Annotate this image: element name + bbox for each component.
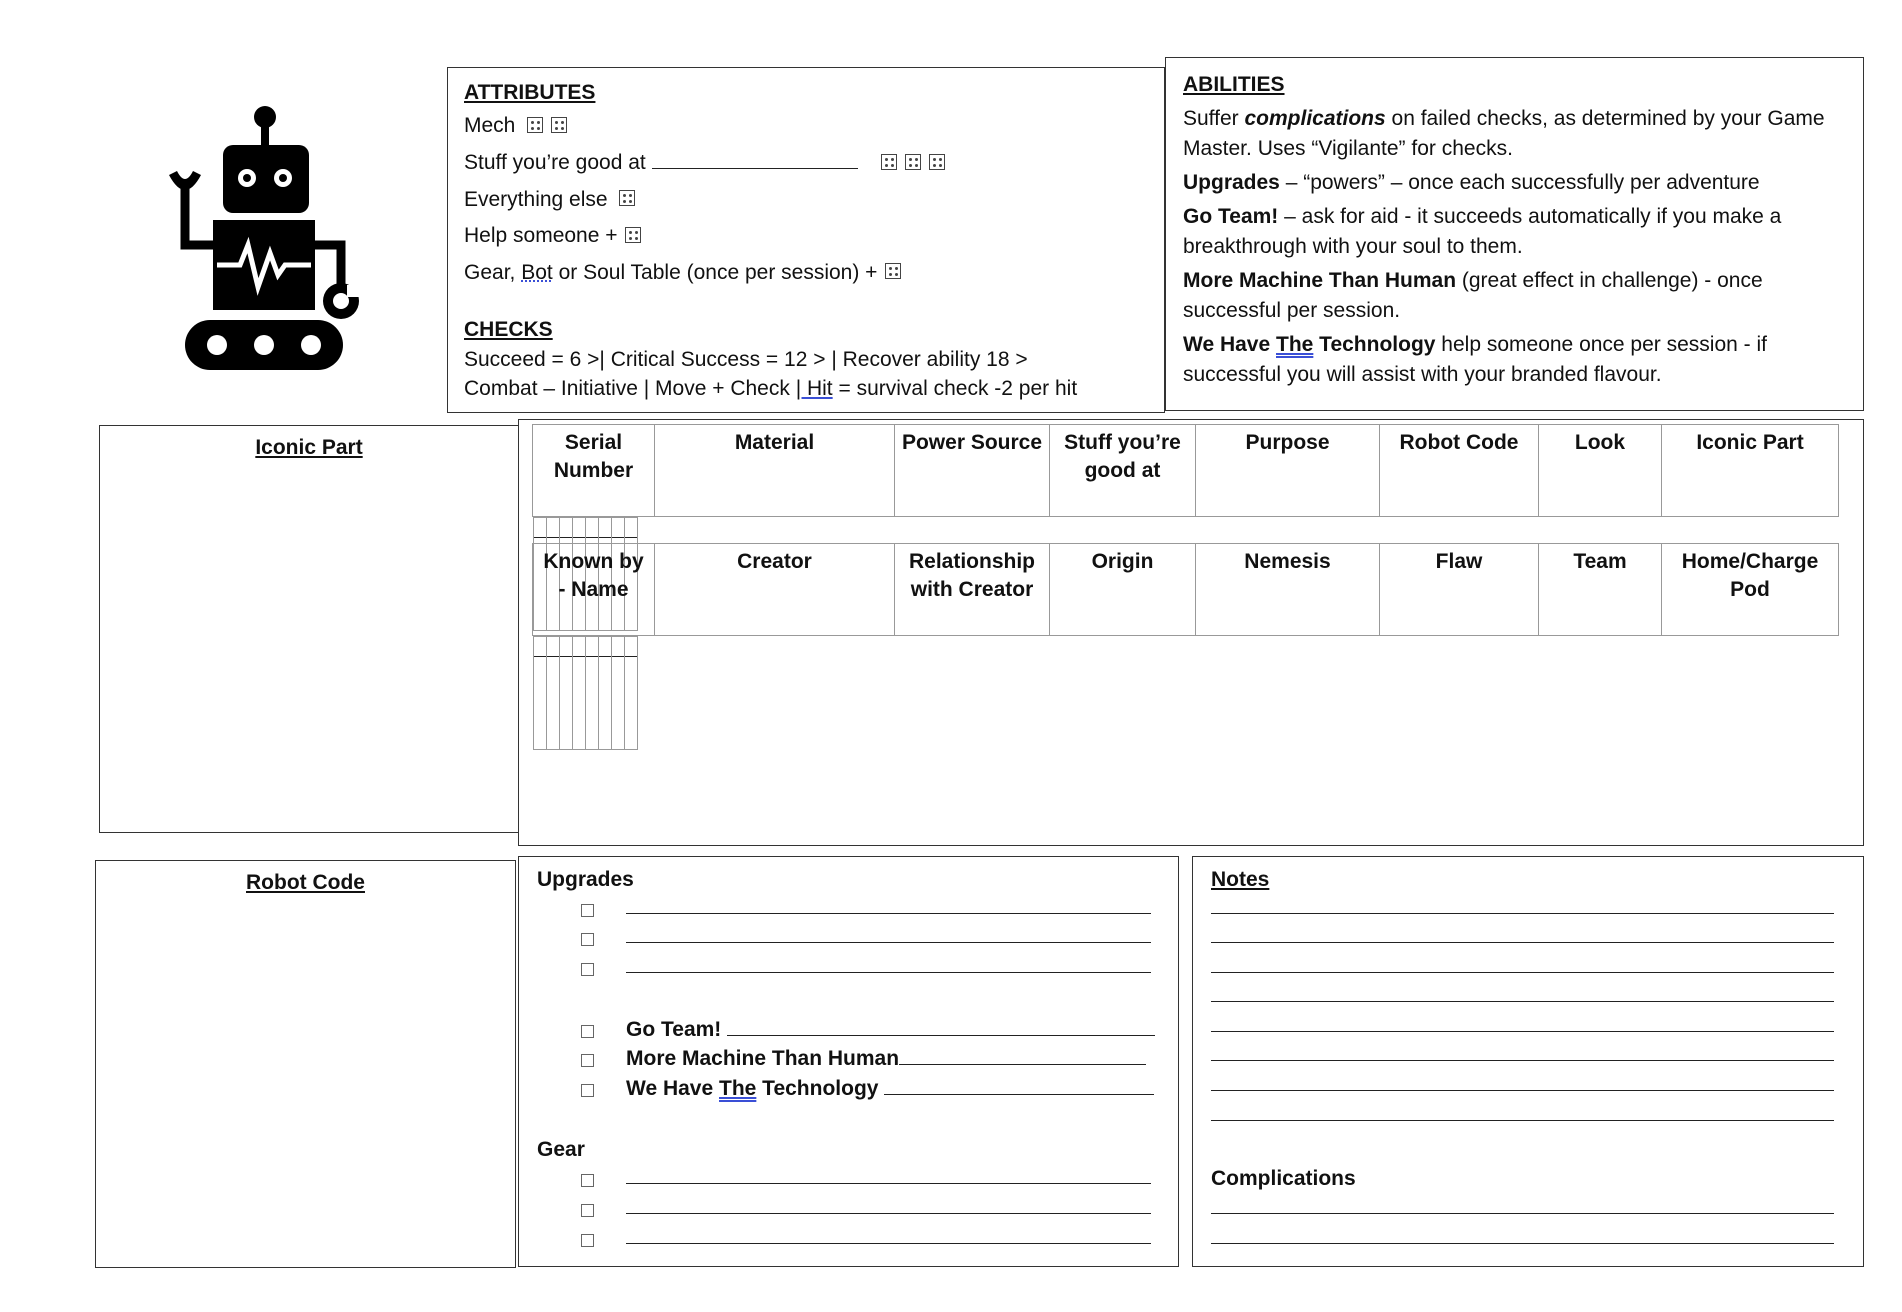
go-team-line[interactable]: [727, 1017, 1155, 1036]
ability-p4-b: (great effect in challenge) - once successful per session.: [1183, 269, 1763, 322]
we-have-line[interactable]: [884, 1076, 1154, 1095]
die-icon: [885, 263, 901, 279]
attr-help-label: Help someone +: [464, 224, 618, 248]
table-header-cell: Power Source: [895, 425, 1050, 517]
checks-line2-c: = survival check -2 per hit: [832, 377, 1078, 401]
ability-p1-c: on failed checks, as determined by your Game Master. Uses “Vigilante” for checks.: [1183, 107, 1825, 160]
checkbox-icon[interactable]: [581, 904, 594, 917]
table-header-cell: Iconic Part: [1662, 425, 1839, 517]
table-header-row: [533, 544, 1839, 636]
gear-line[interactable]: [626, 1223, 1151, 1244]
abilities-heading: ABILITIES: [1183, 73, 1285, 96]
table-header-cell: Material: [655, 425, 895, 517]
character-table: [532, 424, 1839, 662]
notes-line[interactable]: [1211, 1100, 1834, 1121]
robot-code-box[interactable]: [95, 860, 516, 1268]
ability-p5-a: We Have: [1183, 333, 1276, 356]
abilities-box: [1165, 57, 1864, 411]
gear-line[interactable]: [626, 1193, 1151, 1214]
checkbox-icon[interactable]: [581, 1084, 594, 1097]
table-header-row: [533, 425, 1839, 517]
ability-p5-b: The: [1276, 333, 1314, 356]
ability-p2-b: – “powers” – once each successfully per adventure: [1279, 171, 1760, 194]
ability-p2-a: Upgrades: [1183, 171, 1280, 194]
more-machine-label: More Machine Than Human: [626, 1047, 900, 1070]
ability-complications: [1183, 104, 1846, 164]
table-input-cell[interactable]: [533, 637, 546, 750]
complications-line[interactable]: [1211, 1223, 1834, 1244]
complications-heading: Complications: [1211, 1167, 1356, 1190]
table-header-cell: Purpose: [1196, 425, 1380, 517]
notes-line[interactable]: [1211, 952, 1834, 973]
checks-heading: CHECKS: [464, 318, 553, 342]
checks-line2: [464, 374, 1148, 403]
we-have-a: We Have: [626, 1077, 719, 1100]
table-input-cell[interactable]: [585, 637, 598, 750]
attr-everything-label: Everything else: [464, 187, 608, 211]
gear-heading: Gear: [537, 1138, 585, 1161]
ability-p1-a: Suffer: [1183, 107, 1245, 130]
upgrade-line[interactable]: [626, 952, 1151, 973]
checkbox-icon[interactable]: [581, 1204, 594, 1217]
notes-line[interactable]: [1211, 922, 1834, 943]
attr-mech: [464, 108, 1148, 144]
table-header-cell: Relationship with Creator: [895, 544, 1050, 636]
table-header-cell: Known by - Name: [533, 544, 655, 636]
ability-p3-b: – ask for aid - it succeeds automatically if you make a breakthrough with your soul to them.: [1183, 205, 1782, 258]
ability-upgrades: [1183, 168, 1846, 198]
ability-p4-a: More Machine Than Human: [1183, 269, 1457, 292]
table-header-cell: Origin: [1050, 544, 1196, 636]
we-have-c: Technology: [756, 1077, 879, 1100]
die-icon: [527, 117, 543, 133]
attr-mech-label: Mech: [464, 114, 516, 137]
notes-line[interactable]: [1211, 981, 1834, 1002]
upgrade-line[interactable]: [626, 922, 1151, 943]
upgrades-heading: Upgrades: [537, 868, 634, 891]
attr-help: [464, 218, 1148, 254]
table-input-cell[interactable]: [598, 637, 611, 750]
checkbox-icon[interactable]: [581, 933, 594, 946]
complications-line[interactable]: [1211, 1193, 1834, 1214]
notes-heading: Notes: [1211, 868, 1270, 891]
iconic-part-heading: Iconic Part: [255, 436, 363, 459]
table-input-cell[interactable]: [572, 637, 585, 750]
checks-line2-a: Combat – Initiative | Move + Check: [464, 377, 796, 401]
attr-gear-prefix: Gear,: [464, 260, 522, 284]
die-icon: [551, 117, 567, 133]
ability-p3-a: Go Team!: [1183, 205, 1279, 228]
die-icon: [905, 154, 921, 170]
more-machine-line[interactable]: [899, 1046, 1146, 1065]
die-icon: [929, 154, 945, 170]
attr-gear-bot: Bot: [521, 260, 553, 284]
attributes-box: [447, 67, 1165, 413]
checkbox-icon[interactable]: [581, 1025, 594, 1038]
attr-gear: [464, 255, 1148, 291]
robot-icon: [155, 105, 370, 370]
notes-line[interactable]: [1211, 1070, 1834, 1091]
ability-p5-c: Technology: [1313, 333, 1436, 356]
attr-stuff-label: Stuff you’re good at: [464, 150, 646, 174]
table-header-cell: Flaw: [1380, 544, 1539, 636]
upgrade-line[interactable]: [626, 893, 1151, 914]
we-have-b: The: [719, 1077, 757, 1100]
table-input-cell[interactable]: [546, 637, 559, 750]
checks-line1: Succeed = 6 >| Critical Success = 12 > | Recover ability 18 >: [464, 348, 1028, 372]
die-icon: [881, 154, 897, 170]
table-header-cell: Home/Charge Pod: [1662, 544, 1839, 636]
ability-go-team: [1183, 202, 1846, 262]
table-header-cell: Team: [1539, 544, 1662, 636]
robot-code-heading: Robot Code: [246, 871, 365, 894]
notes-line[interactable]: [1211, 1011, 1834, 1032]
checks-line2-b: | Hit: [795, 377, 833, 401]
attr-everything: [464, 182, 1148, 218]
ability-p5-d: help someone once per session - if successful you will assist with your branded flavour.: [1183, 333, 1767, 386]
die-icon: [619, 190, 635, 206]
table-input-row: [533, 517, 638, 538]
table-input-cell[interactable]: [559, 637, 572, 750]
table-input-cell[interactable]: [624, 637, 637, 750]
iconic-part-box[interactable]: [99, 425, 519, 833]
ability-more-machine: [1183, 266, 1846, 326]
attr-gear-rest: or Soul Table (once per session) +: [552, 260, 878, 284]
notes-line[interactable]: [1211, 1040, 1834, 1061]
table-header-cell: Robot Code: [1380, 425, 1539, 517]
ability-p1-b: complications: [1244, 107, 1386, 130]
checkbox-icon[interactable]: [581, 1174, 594, 1187]
stuff-blank-line[interactable]: [652, 148, 858, 169]
ability-we-have: [1183, 330, 1846, 390]
table-header-cell: Serial Number: [533, 425, 655, 517]
checkbox-icon[interactable]: [581, 1234, 594, 1247]
table-input-row: [533, 636, 638, 657]
attributes-heading: ATTRIBUTES: [464, 81, 596, 104]
die-icon: [625, 227, 641, 243]
checkbox-icon[interactable]: [581, 963, 594, 976]
notes-line[interactable]: [1211, 893, 1834, 914]
table-header-cell: Creator: [655, 544, 895, 636]
table-input-cell[interactable]: [611, 637, 624, 750]
checkbox-icon[interactable]: [581, 1054, 594, 1067]
table-header-cell: Nemesis: [1196, 544, 1380, 636]
table-header-cell: Look: [1539, 425, 1662, 517]
table-header-cell: Stuff you’re good at: [1050, 425, 1196, 517]
attr-stuff: [464, 144, 1148, 182]
go-team-label: Go Team!: [626, 1018, 722, 1041]
gear-line[interactable]: [626, 1163, 1151, 1184]
